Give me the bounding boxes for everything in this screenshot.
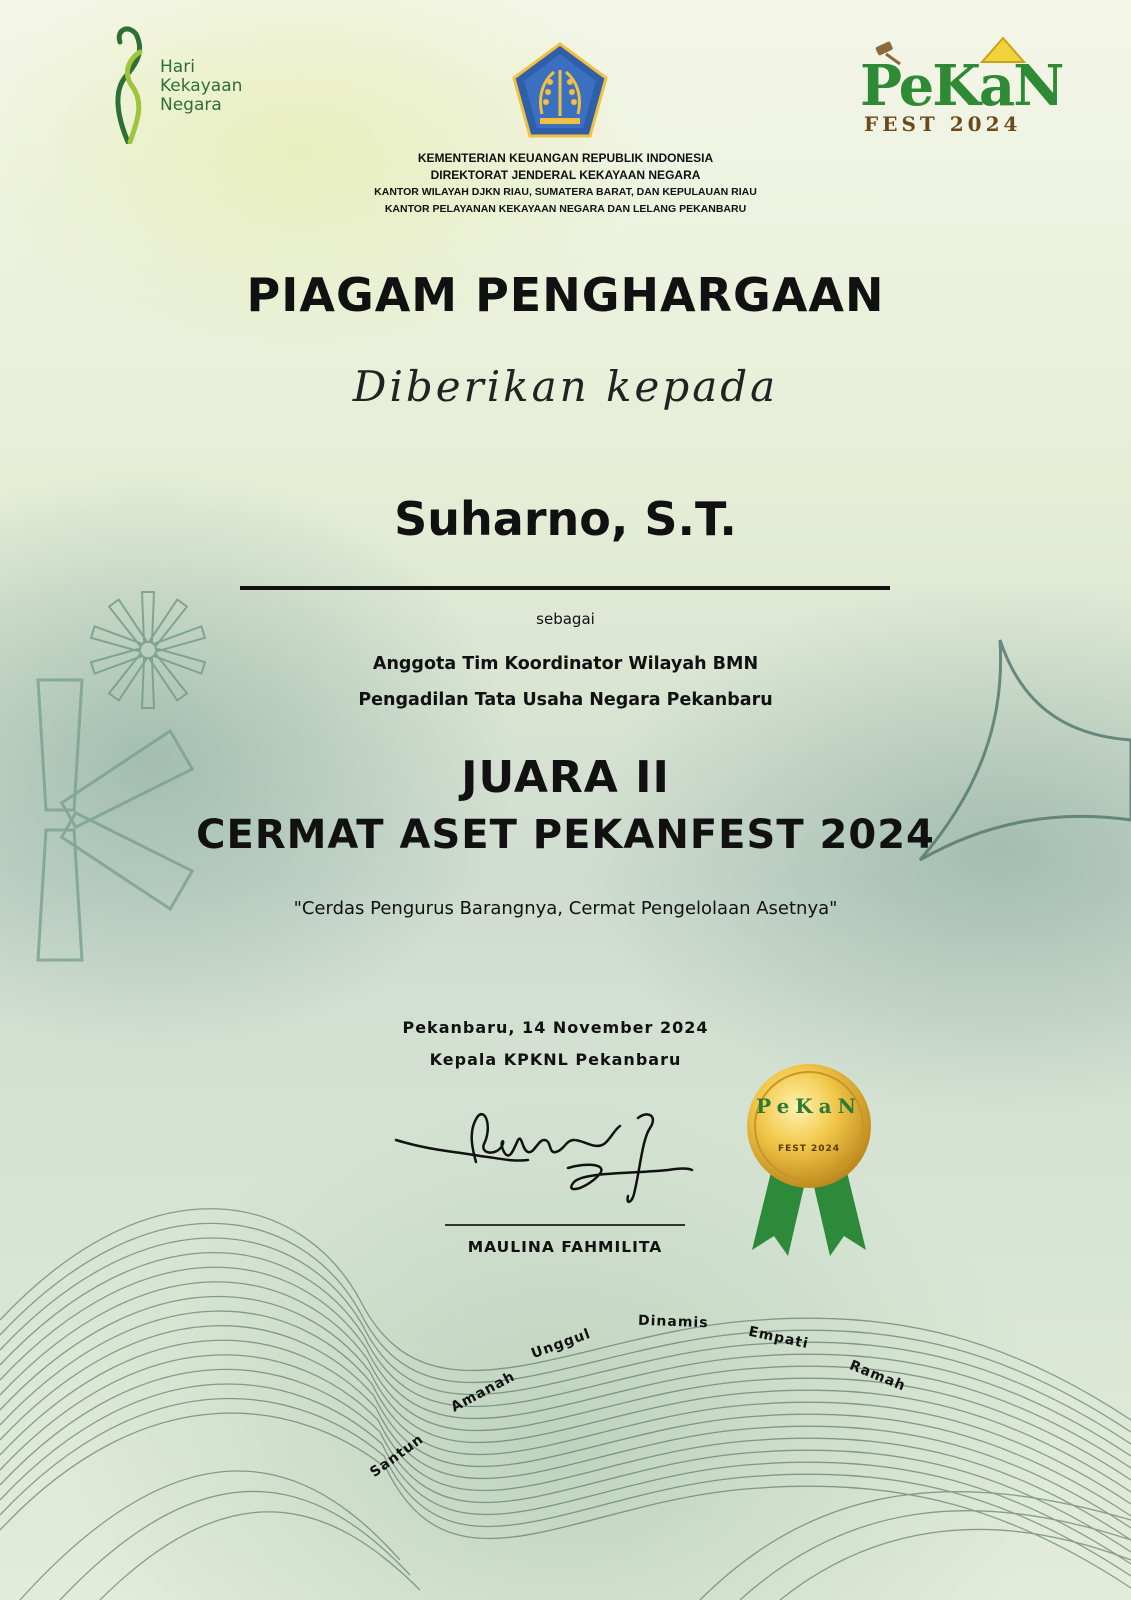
ministry-line: KEMENTERIAN KEUANGAN REPUBLIK INDONESIA — [417, 151, 714, 165]
ministry-line: KANTOR WILAYAH DJKN RIAU, SUMATERA BARAT, DAN KEPULAUAN RIAU — [374, 186, 757, 198]
signer-name: MAULINA FAHMILITA — [467, 1238, 663, 1256]
role-line: Anggota Tim Koordinator Wilayah BMN — [372, 654, 759, 674]
hari-kekayaan-negara-logo-text — [160, 58, 242, 115]
logo-text-line: Hari — [160, 57, 195, 77]
wave-lines-ornament — [0, 1209, 1131, 1600]
place-date: Pekanbaru, 14 November 2024 — [402, 1018, 709, 1037]
ministry-header — [0, 150, 1131, 218]
value-word: Amanah — [448, 1368, 518, 1416]
recipient-name: Suharno, S.T. — [394, 492, 737, 546]
hari-kekayaan-negara-logo-icon — [108, 24, 158, 144]
signature-line — [445, 1224, 685, 1226]
ministry-emblem-icon — [512, 42, 608, 140]
signer-position: Kepala KPKNL Pekanbaru — [429, 1050, 682, 1069]
event-tagline: "Cerdas Pengurus Barangnya, Cermat Pengelolaan Asetnya" — [293, 898, 838, 919]
pekan-logo-word: PeKaN — [860, 53, 1063, 119]
value-word: Unggul — [529, 1325, 594, 1363]
handwritten-signature — [388, 1110, 708, 1220]
medal-icon — [744, 1060, 874, 1260]
logo-text-line: Kekayaan — [160, 76, 243, 96]
medal-sub: FEST 2024 — [777, 1144, 841, 1154]
ministry-line: KANTOR PELAYANAN KEKAYAAN NEGARA DAN LELANG PEKANBARU — [384, 203, 747, 215]
value-word: Empati — [747, 1323, 811, 1353]
award-rank: JUARA II — [461, 752, 670, 803]
pekan-logo-sub: FEST 2024 — [864, 112, 1022, 136]
given-to-label: Diberikan kepada — [352, 362, 779, 411]
value-word: Dinamis — [637, 1312, 709, 1332]
value-word: Santun — [367, 1431, 427, 1481]
logo-text-line: Negara — [160, 95, 222, 115]
as-label: sebagai — [536, 610, 595, 628]
pekan-fest-medal — [744, 1060, 874, 1260]
role-line: Pengadilan Tata Usaha Negara Pekanbaru — [358, 690, 773, 710]
value-word: Ramah — [847, 1357, 909, 1395]
award-event: CERMAT ASET PEKANFEST 2024 — [196, 812, 935, 858]
medal-word: PeKaN — [756, 1094, 862, 1118]
certificate-title: PIAGAM PENGHARGAAN — [246, 268, 885, 322]
recipient-underline — [240, 586, 890, 590]
ministry-line: DIREKTORAT JENDERAL KEKAYAAN NEGARA — [430, 168, 701, 182]
pekan-fest-logo — [850, 34, 1063, 136]
